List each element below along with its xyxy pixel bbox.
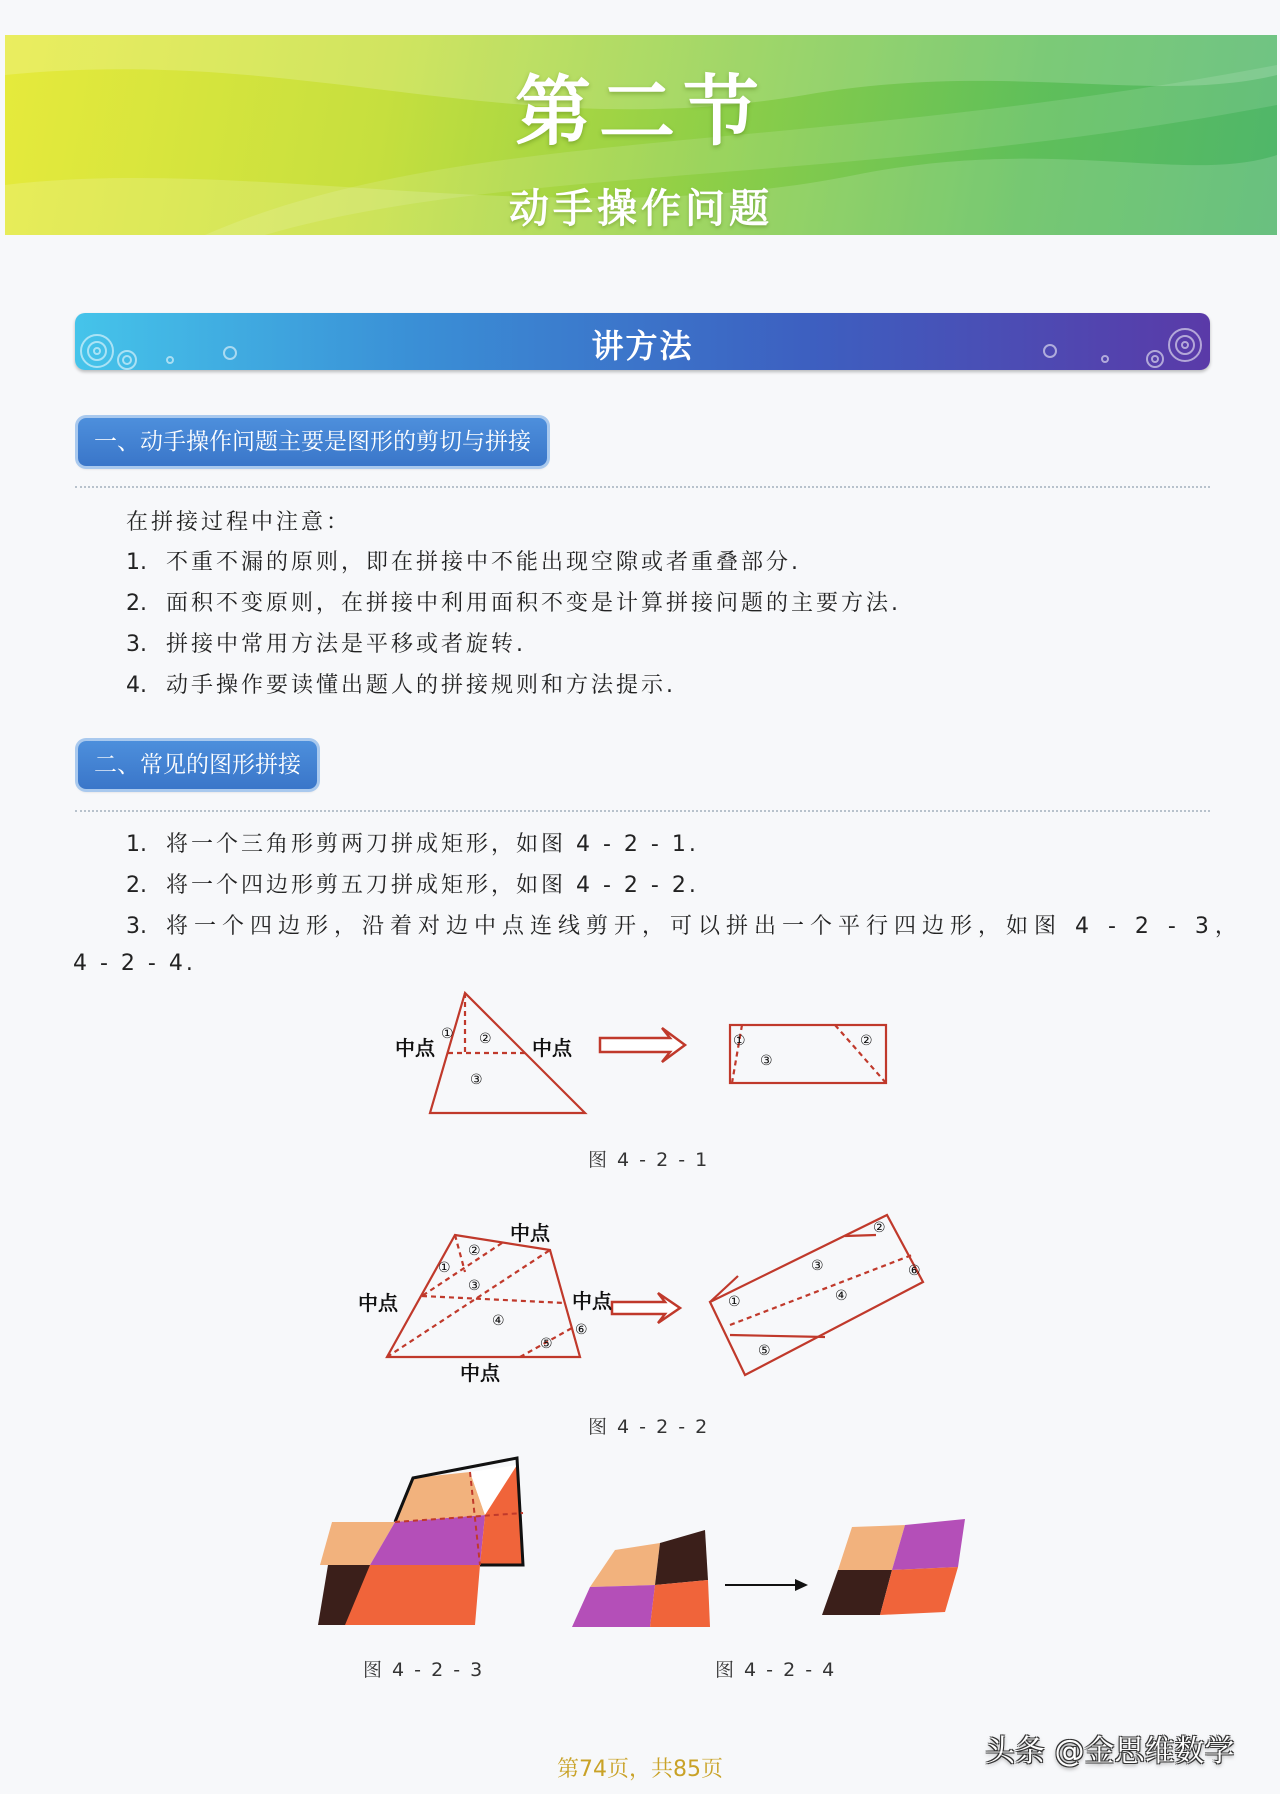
item-number: 3. bbox=[126, 914, 147, 939]
piece-mark-3: ③ bbox=[811, 1258, 824, 1274]
list-item-continuation: 4 - 2 - 4. bbox=[73, 951, 196, 976]
item-number: 4. bbox=[126, 673, 147, 698]
piece-mark-4: ④ bbox=[835, 1288, 848, 1304]
piece-mark-1: ① bbox=[441, 1026, 454, 1042]
item-number: 1. bbox=[126, 832, 147, 857]
cut-line bbox=[845, 1235, 876, 1236]
method-header-bar bbox=[75, 313, 1210, 370]
figure-caption-4-2-3: 图 4 - 2 - 3 bbox=[363, 1659, 485, 1681]
item-text: 面积不变原则，在拼接中利用面积不变是计算拼接问题的主要方法. bbox=[166, 591, 901, 616]
piece-mark-5: ⑤ bbox=[758, 1343, 771, 1359]
piece-mark-2: ② bbox=[873, 1220, 886, 1236]
figure-4-2-2 bbox=[350, 1210, 950, 1385]
watermark-text: 头条 @金思维数学 bbox=[985, 1734, 1235, 1769]
list-item bbox=[126, 909, 1243, 940]
chapter-title: 第二节 bbox=[515, 67, 767, 156]
arrow-icon bbox=[612, 1293, 680, 1323]
figure-4-2-4 bbox=[570, 1515, 970, 1635]
cut-line bbox=[455, 1235, 465, 1272]
list-item bbox=[126, 827, 699, 858]
page-number: 第74页，共85页 bbox=[557, 1757, 723, 1782]
figure-caption-4-2-1: 图 4 - 2 - 1 bbox=[588, 1149, 710, 1171]
arrow-icon bbox=[725, 1579, 808, 1591]
piece-mark-3: ③ bbox=[760, 1053, 773, 1069]
midpoint-label-right: 中点 bbox=[532, 1036, 572, 1060]
list-item bbox=[126, 868, 699, 899]
list-item bbox=[126, 668, 676, 699]
piece-mark-6: ⑥ bbox=[908, 1263, 921, 1279]
piece-mark-2: ② bbox=[468, 1243, 481, 1259]
item-text: 不重不漏的原则，即在拼接中不能出现空隙或者重叠部分. bbox=[166, 550, 801, 575]
cut-line bbox=[730, 1335, 825, 1337]
divider bbox=[75, 486, 1210, 488]
divider bbox=[75, 810, 1210, 812]
chapter-banner bbox=[5, 35, 1277, 235]
piece-mark-6: ⑥ bbox=[575, 1322, 588, 1338]
section-2-label: 二、常见的图形拼接 bbox=[78, 741, 317, 789]
figure-caption-4-2-2: 图 4 - 2 - 2 bbox=[588, 1416, 710, 1438]
piece-mark-5: ⑤ bbox=[540, 1336, 553, 1352]
dark-piece bbox=[822, 1570, 892, 1615]
item-text: 将一个四边形，沿着对边中点连线剪开，可以拼出一个平行四边形，如图 4 - 2 - 3， bbox=[166, 914, 1243, 939]
purple-piece bbox=[572, 1585, 655, 1627]
peach-piece bbox=[590, 1543, 660, 1587]
section-1-label: 一、动手操作问题主要是图形的剪切与拼接 bbox=[78, 418, 547, 466]
piece-mark-3: ③ bbox=[470, 1072, 483, 1088]
piece-mark-1: ① bbox=[728, 1294, 741, 1310]
piece-mark-2: ② bbox=[479, 1031, 492, 1047]
arrow-icon bbox=[600, 1028, 685, 1062]
item-number: 3. bbox=[126, 632, 147, 657]
orange-piece bbox=[650, 1580, 710, 1627]
figure-4-2-3 bbox=[315, 1450, 530, 1630]
dark-piece bbox=[655, 1530, 708, 1585]
midpoint-label-left: 中点 bbox=[358, 1291, 398, 1315]
list-item bbox=[126, 545, 801, 576]
piece-mark-1: ① bbox=[733, 1033, 746, 1049]
cut-line bbox=[422, 1243, 502, 1296]
chapter-subtitle: 动手操作问题 bbox=[509, 186, 773, 232]
method-title: 讲方法 bbox=[591, 327, 694, 365]
cut-line bbox=[422, 1296, 565, 1303]
piece-mark-1: ① bbox=[438, 1260, 451, 1276]
midpoint-label-left: 中点 bbox=[395, 1036, 435, 1060]
list-item bbox=[126, 627, 526, 658]
piece-mark-2: ② bbox=[860, 1033, 873, 1049]
figure-caption-4-2-4: 图 4 - 2 - 4 bbox=[715, 1659, 837, 1681]
midpoint-label-right: 中点 bbox=[572, 1289, 612, 1313]
midpoint-label-top: 中点 bbox=[510, 1221, 550, 1245]
list-item bbox=[126, 586, 901, 617]
item-number: 2. bbox=[126, 591, 147, 616]
piece-mark-3: ③ bbox=[468, 1278, 481, 1294]
peach-piece bbox=[395, 1472, 485, 1522]
figure-4-2-1 bbox=[380, 985, 900, 1125]
result-rectangle bbox=[710, 1215, 923, 1375]
item-text: 拼接中常用方法是平移或者旋转. bbox=[166, 632, 526, 657]
item-text: 将一个三角形剪两刀拼成矩形，如图 4 - 2 - 1. bbox=[166, 832, 699, 857]
item-text: 将一个四边形剪五刀拼成矩形，如图 4 - 2 - 2. bbox=[166, 873, 699, 898]
item-number: 2. bbox=[126, 873, 147, 898]
item-text: 动手操作要读懂出题人的拼接规则和方法提示. bbox=[166, 673, 676, 698]
piece-mark-4: ④ bbox=[492, 1313, 505, 1329]
midpoint-label-bottom: 中点 bbox=[460, 1361, 500, 1385]
section-1-intro: 在拼接过程中注意： bbox=[126, 510, 352, 535]
item-number: 1. bbox=[126, 550, 147, 575]
orange-piece bbox=[880, 1567, 958, 1615]
